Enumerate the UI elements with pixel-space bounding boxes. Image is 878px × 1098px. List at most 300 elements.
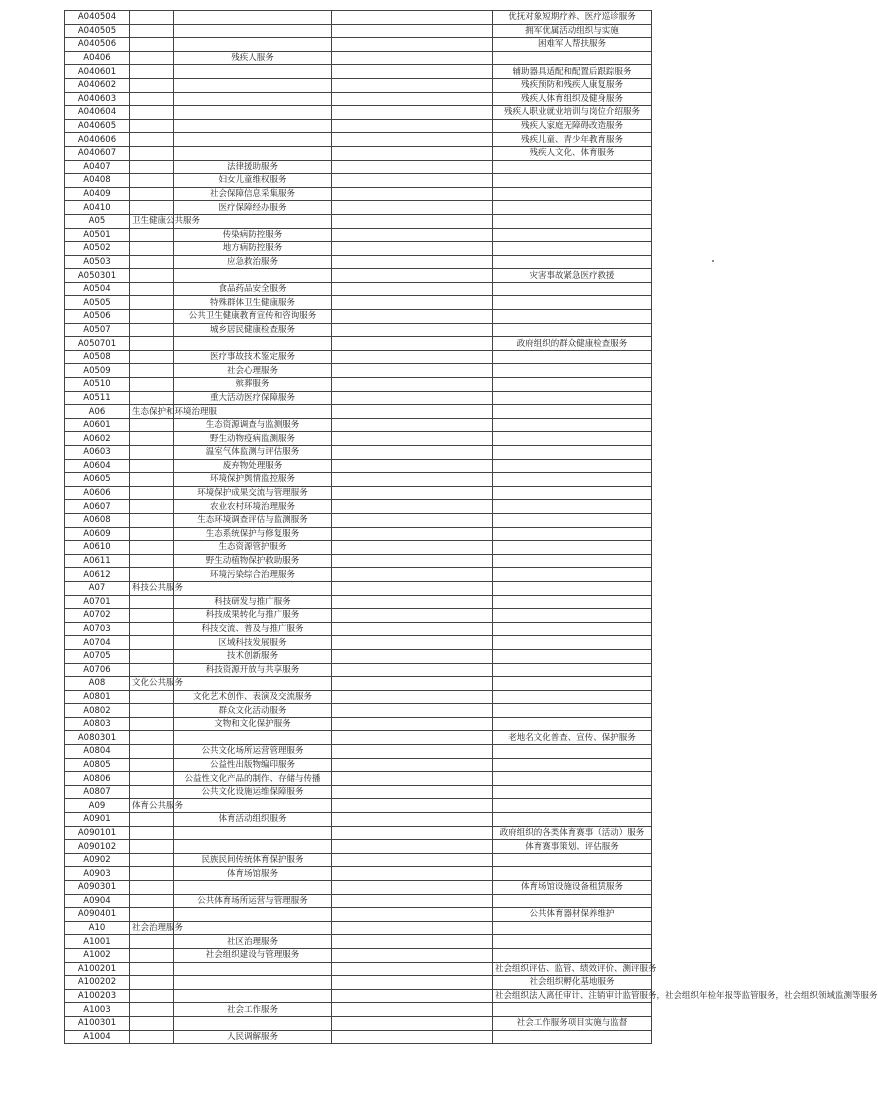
code-cell: A0604 <box>65 459 130 473</box>
level3-cell: 社会工作服务 <box>174 1003 332 1017</box>
level3-cell: 公益性出版物编印服务 <box>174 758 332 772</box>
level4-cell <box>493 459 652 473</box>
level2-cell <box>130 187 174 201</box>
table-row <box>65 282 652 296</box>
blank-cell <box>332 649 493 663</box>
level2-cell <box>130 813 174 827</box>
level4-cell: 残疾人体育组织及健身服务 <box>493 92 652 106</box>
code-cell: A100202 <box>65 976 130 990</box>
code-cell: A08 <box>65 677 130 691</box>
level2-cell <box>130 242 174 256</box>
code-cell: A0503 <box>65 255 130 269</box>
level4-cell: 体育赛事策划、评估服务 <box>493 840 652 854</box>
level3-cell: 殡葬服务 <box>174 378 332 392</box>
code-cell: A0610 <box>65 541 130 555</box>
code-cell: A040506 <box>65 38 130 52</box>
level4-cell <box>493 785 652 799</box>
level2-cell <box>130 881 174 895</box>
table-row <box>65 772 652 786</box>
code-cell: A040605 <box>65 119 130 133</box>
level2-cell <box>130 568 174 582</box>
code-cell: A090301 <box>65 881 130 895</box>
level2-cell <box>130 378 174 392</box>
level2-cell: 卫生健康公共服务 <box>130 214 174 228</box>
table-row <box>65 609 652 623</box>
blank-cell <box>332 581 493 595</box>
code-cell: A040504 <box>65 11 130 25</box>
level3-cell <box>174 989 332 1003</box>
level4-cell <box>493 813 652 827</box>
table-row <box>65 948 652 962</box>
table-row <box>65 989 652 1003</box>
table-row <box>65 785 652 799</box>
level4-cell <box>493 541 652 555</box>
blank-cell <box>332 1003 493 1017</box>
level3-cell: 民族民间传统体育保护服务 <box>174 853 332 867</box>
level2-cell <box>130 310 174 324</box>
level2-cell <box>130 690 174 704</box>
table-row <box>65 38 652 52</box>
level3-cell: 野生动植物保护救助服务 <box>174 554 332 568</box>
table-row <box>65 704 652 718</box>
level3-cell <box>174 921 332 935</box>
level2-cell <box>130 527 174 541</box>
level3-cell: 体育活动组织服务 <box>174 813 332 827</box>
service-catalog-table <box>64 10 878 1044</box>
level4-cell <box>493 717 652 731</box>
blank-cell <box>332 201 493 215</box>
code-cell: A0611 <box>65 554 130 568</box>
level4-cell <box>493 853 652 867</box>
table-row <box>65 513 652 527</box>
table-row <box>65 663 652 677</box>
table-row <box>65 962 652 976</box>
level3-cell <box>174 65 332 79</box>
level3-cell: 科技资源开放与共享服务 <box>174 663 332 677</box>
level3-cell: 环境污染综合治理服务 <box>174 568 332 582</box>
level4-cell <box>493 772 652 786</box>
level2-cell <box>130 853 174 867</box>
code-cell: A10 <box>65 921 130 935</box>
code-cell: A0606 <box>65 486 130 500</box>
level4-cell <box>493 500 652 514</box>
level4-cell <box>493 799 652 813</box>
blank-cell <box>332 568 493 582</box>
table-row <box>65 758 652 772</box>
level3-cell: 妇女儿童维权服务 <box>174 174 332 188</box>
blank-cell <box>332 459 493 473</box>
table-row <box>65 677 652 691</box>
code-cell: A0704 <box>65 636 130 650</box>
blank-cell <box>332 65 493 79</box>
blank-cell <box>332 826 493 840</box>
table-row <box>65 690 652 704</box>
table-row <box>65 826 652 840</box>
blank-cell <box>332 989 493 1003</box>
blank-cell <box>332 731 493 745</box>
level2-cell <box>130 432 174 446</box>
level2-cell <box>130 745 174 759</box>
code-cell: A0408 <box>65 174 130 188</box>
blank-cell <box>332 867 493 881</box>
level4-cell <box>493 228 652 242</box>
code-cell: A050701 <box>65 337 130 351</box>
level4-cell <box>493 1030 652 1044</box>
level2-cell <box>130 758 174 772</box>
level4-cell <box>493 255 652 269</box>
level3-cell <box>174 119 332 133</box>
level3-cell <box>174 146 332 160</box>
blank-cell <box>332 772 493 786</box>
blank-cell <box>332 24 493 38</box>
level3-cell <box>174 24 332 38</box>
level2-cell <box>130 513 174 527</box>
blank-cell <box>332 51 493 65</box>
blank-cell <box>332 935 493 949</box>
level4-cell <box>493 690 652 704</box>
level2-cell <box>130 894 174 908</box>
code-cell: A0702 <box>65 609 130 623</box>
blank-cell <box>332 432 493 446</box>
code-cell: A100203 <box>65 989 130 1003</box>
code-cell: A06 <box>65 405 130 419</box>
table-row <box>65 201 652 215</box>
level3-cell: 社会组织建设与管理服务 <box>174 948 332 962</box>
blank-cell <box>332 133 493 147</box>
level4-cell: 拥军优属活动组织与实施 <box>493 24 652 38</box>
level2-cell <box>130 826 174 840</box>
level3-cell <box>174 840 332 854</box>
table-row <box>65 310 652 324</box>
blank-cell <box>332 717 493 731</box>
code-cell: A100301 <box>65 1016 130 1030</box>
level4-cell <box>493 391 652 405</box>
level2-cell <box>130 146 174 160</box>
level3-cell: 公共体育场所运营与管理服务 <box>174 894 332 908</box>
blank-cell <box>332 146 493 160</box>
level4-cell <box>493 214 652 228</box>
blank-cell <box>332 38 493 52</box>
blank-cell <box>332 595 493 609</box>
code-cell: A0804 <box>65 745 130 759</box>
level4-cell: 辅助器具适配和配置后跟踪服务 <box>493 65 652 79</box>
level3-cell: 野生动物疫病监测服务 <box>174 432 332 446</box>
level3-cell: 社区治理服务 <box>174 935 332 949</box>
level2-cell <box>130 935 174 949</box>
table-row <box>65 813 652 827</box>
blank-cell <box>332 378 493 392</box>
level3-cell: 技术创新服务 <box>174 649 332 663</box>
blank-cell <box>332 310 493 324</box>
code-cell: A0507 <box>65 323 130 337</box>
level3-cell: 环境保护成果交流与管理服务 <box>174 486 332 500</box>
blank-cell <box>332 78 493 92</box>
code-cell: A0612 <box>65 568 130 582</box>
level4-cell: 公共体育器材保养维护 <box>493 908 652 922</box>
table-row <box>65 867 652 881</box>
blank-cell <box>332 704 493 718</box>
level3-cell: 环境保护舆情监控服务 <box>174 473 332 487</box>
code-cell: A0406 <box>65 51 130 65</box>
blank-cell <box>332 840 493 854</box>
code-cell: A0805 <box>65 758 130 772</box>
table-row <box>65 378 652 392</box>
level2-cell <box>130 908 174 922</box>
table-row <box>65 935 652 949</box>
level2-cell <box>130 282 174 296</box>
blank-cell <box>332 364 493 378</box>
table-row <box>65 24 652 38</box>
table-row <box>65 976 652 990</box>
level3-cell: 特殊群体卫生健康服务 <box>174 296 332 310</box>
code-cell: A0706 <box>65 663 130 677</box>
level4-cell <box>493 296 652 310</box>
level2-cell <box>130 976 174 990</box>
blank-cell <box>332 609 493 623</box>
level3-cell: 法律援助服务 <box>174 160 332 174</box>
table-row <box>65 1030 652 1044</box>
level4-cell: 体育场馆设施设备租赁服务 <box>493 881 652 895</box>
level4-cell <box>493 935 652 949</box>
blank-cell <box>332 813 493 827</box>
blank-cell <box>332 473 493 487</box>
level4-cell <box>493 636 652 650</box>
table-row <box>65 636 652 650</box>
level4-cell: 困难军人帮扶服务 <box>493 38 652 52</box>
code-cell: A080301 <box>65 731 130 745</box>
level2-cell <box>130 106 174 120</box>
level4-cell <box>493 894 652 908</box>
code-cell: A0508 <box>65 350 130 364</box>
table-row <box>65 51 652 65</box>
code-cell: A0701 <box>65 595 130 609</box>
code-cell: A0609 <box>65 527 130 541</box>
blank-cell <box>332 119 493 133</box>
level3-cell <box>174 337 332 351</box>
code-cell: A07 <box>65 581 130 595</box>
level2-cell <box>130 663 174 677</box>
level2-cell: 社会治理服务 <box>130 921 174 935</box>
level3-cell: 医疗保障经办服务 <box>174 201 332 215</box>
level4-cell: 社会工作服务项目实施与监督 <box>493 1016 652 1030</box>
level3-cell <box>174 581 332 595</box>
level2-cell: 生态保护和环境治理服 <box>130 405 174 419</box>
table-row <box>65 214 652 228</box>
level3-cell: 社会保障信息采集服务 <box>174 187 332 201</box>
level3-cell <box>174 677 332 691</box>
level2-cell <box>130 323 174 337</box>
table-row <box>65 1016 652 1030</box>
level4-cell: 优抚对象短期疗养、医疗巡诊服务 <box>493 11 652 25</box>
level4-cell <box>493 486 652 500</box>
table-row <box>65 106 652 120</box>
level3-cell: 文物和文化保护服务 <box>174 717 332 731</box>
level4-cell <box>493 378 652 392</box>
blank-cell <box>332 1016 493 1030</box>
code-cell: A0504 <box>65 282 130 296</box>
level2-cell <box>130 840 174 854</box>
code-cell: A0407 <box>65 160 130 174</box>
level4-cell <box>493 704 652 718</box>
table-row <box>65 146 652 160</box>
level3-cell <box>174 826 332 840</box>
blank-cell <box>332 350 493 364</box>
level4-cell <box>493 242 652 256</box>
level2-cell <box>130 78 174 92</box>
blank-cell <box>332 921 493 935</box>
table-row <box>65 595 652 609</box>
level2-cell <box>130 962 174 976</box>
level4-cell <box>493 609 652 623</box>
level2-cell <box>130 541 174 555</box>
blank-cell <box>332 513 493 527</box>
level4-cell <box>493 1003 652 1017</box>
level2-cell <box>130 704 174 718</box>
level3-cell: 传染病防控服务 <box>174 228 332 242</box>
code-cell: A0902 <box>65 853 130 867</box>
code-cell: A1002 <box>65 948 130 962</box>
code-cell: A1001 <box>65 935 130 949</box>
level4-cell <box>493 554 652 568</box>
blank-cell <box>332 745 493 759</box>
table-row <box>65 269 652 283</box>
level4-cell: 残疾儿童、青少年教育服务 <box>493 133 652 147</box>
table-row <box>65 527 652 541</box>
level3-cell <box>174 106 332 120</box>
table-row <box>65 1003 652 1017</box>
level2-cell <box>130 160 174 174</box>
table-row <box>65 337 652 351</box>
table-row <box>65 11 652 25</box>
code-cell: A0903 <box>65 867 130 881</box>
level4-cell <box>493 201 652 215</box>
level2-cell <box>130 350 174 364</box>
blank-cell <box>332 418 493 432</box>
level4-cell <box>493 282 652 296</box>
level2-cell <box>130 201 174 215</box>
blank-cell <box>332 799 493 813</box>
level4-cell <box>493 513 652 527</box>
code-cell: A0703 <box>65 622 130 636</box>
level2-cell <box>130 989 174 1003</box>
level4-cell <box>493 663 652 677</box>
level4-cell <box>493 649 652 663</box>
level2-cell <box>130 296 174 310</box>
level2-cell <box>130 418 174 432</box>
level4-cell <box>493 568 652 582</box>
blank-cell <box>332 853 493 867</box>
level2-cell <box>130 948 174 962</box>
level3-cell: 食品药品安全服务 <box>174 282 332 296</box>
table-row <box>65 446 652 460</box>
table-row <box>65 296 652 310</box>
level3-cell: 生态环境调查评估与监测服务 <box>174 513 332 527</box>
blank-cell <box>332 214 493 228</box>
code-cell: A0506 <box>65 310 130 324</box>
blank-cell <box>332 976 493 990</box>
code-cell: A1004 <box>65 1030 130 1044</box>
level3-cell: 科技交流、普及与推广服务 <box>174 622 332 636</box>
level2-cell <box>130 255 174 269</box>
table-row <box>65 78 652 92</box>
level4-cell <box>493 432 652 446</box>
code-cell: A040505 <box>65 24 130 38</box>
table-row <box>65 717 652 731</box>
table-row <box>65 554 652 568</box>
level3-cell <box>174 731 332 745</box>
level3-cell <box>174 799 332 813</box>
level3-cell <box>174 908 332 922</box>
level3-cell <box>174 11 332 25</box>
level3-cell: 公共文化场所运营管理服务 <box>174 745 332 759</box>
level2-cell <box>130 446 174 460</box>
blank-cell <box>332 785 493 799</box>
code-cell: A090101 <box>65 826 130 840</box>
level3-cell: 残疾人服务 <box>174 51 332 65</box>
table-row <box>65 432 652 446</box>
blank-cell <box>332 948 493 962</box>
level3-cell: 公共卫生健康教育宣传和咨询服务 <box>174 310 332 324</box>
table-row <box>65 133 652 147</box>
level2-cell <box>130 1003 174 1017</box>
code-cell: A05 <box>65 214 130 228</box>
blank-cell <box>332 106 493 120</box>
blank-cell <box>332 282 493 296</box>
level3-cell: 城乡居民健康检查服务 <box>174 323 332 337</box>
code-cell: A0602 <box>65 432 130 446</box>
code-cell: A0501 <box>65 228 130 242</box>
code-cell: A0807 <box>65 785 130 799</box>
level2-cell <box>130 174 174 188</box>
table-row <box>65 255 652 269</box>
level3-cell: 文化艺术创作、表演及交流服务 <box>174 690 332 704</box>
level4-cell <box>493 867 652 881</box>
level4-cell: 政府组织的各类体育赛事（活动）服务 <box>493 826 652 840</box>
blank-cell <box>332 269 493 283</box>
level4-cell <box>493 350 652 364</box>
level2-cell <box>130 1030 174 1044</box>
level3-cell: 科技成果转化与推广服务 <box>174 609 332 623</box>
level2-cell <box>130 65 174 79</box>
level3-cell: 医疗事故技术鉴定服务 <box>174 350 332 364</box>
level4-cell <box>493 160 652 174</box>
level2-cell <box>130 772 174 786</box>
code-cell: A090401 <box>65 908 130 922</box>
code-cell: A0901 <box>65 813 130 827</box>
level4-cell <box>493 323 652 337</box>
level4-cell <box>493 758 652 772</box>
table-body <box>65 11 878 1044</box>
table-row <box>65 323 652 337</box>
level4-cell <box>493 581 652 595</box>
code-cell: A0806 <box>65 772 130 786</box>
table-row <box>65 187 652 201</box>
table-row <box>65 745 652 759</box>
level2-cell <box>130 24 174 38</box>
level4-cell <box>493 745 652 759</box>
table-row <box>65 799 652 813</box>
blank-cell <box>332 554 493 568</box>
level2-cell <box>130 785 174 799</box>
code-cell: A040606 <box>65 133 130 147</box>
blank-cell <box>332 228 493 242</box>
blank-cell <box>332 541 493 555</box>
code-cell: A0601 <box>65 418 130 432</box>
table-row <box>65 622 652 636</box>
blank-cell <box>332 337 493 351</box>
level4-cell: 政府组织的群众健康检查服务 <box>493 337 652 351</box>
level2-cell <box>130 1016 174 1030</box>
